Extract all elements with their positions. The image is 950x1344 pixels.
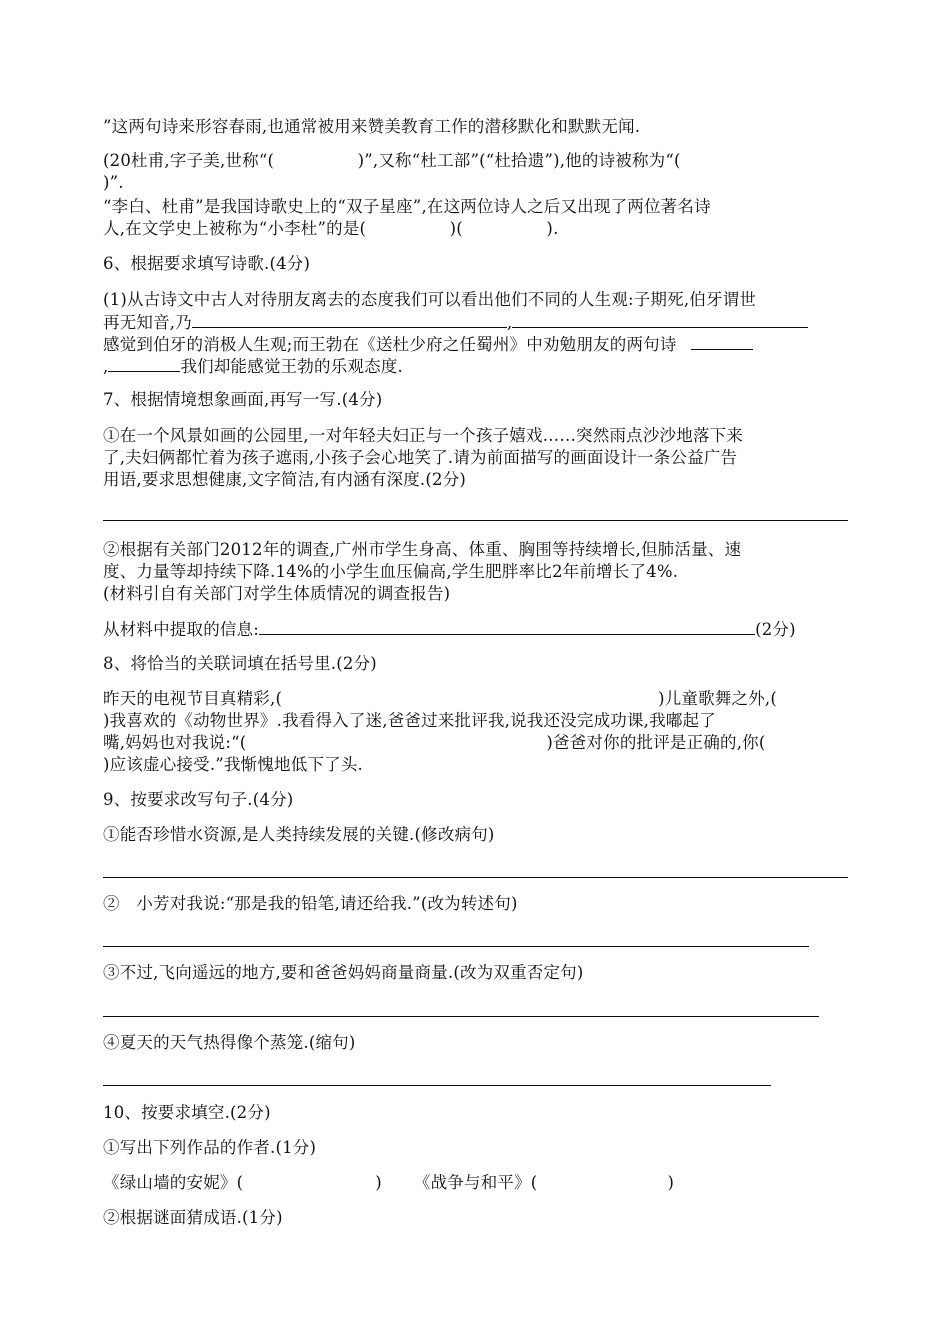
question-9-heading: 9、按要求改写句子.(4分) bbox=[103, 790, 294, 809]
text-line: (材料引自有关部门对学生体质情况的调查报告) bbox=[103, 584, 451, 603]
answer-blank[interactable] bbox=[259, 618, 755, 635]
answer-blank[interactable] bbox=[512, 311, 808, 328]
text-segment: 再无知音,乃 bbox=[103, 313, 192, 332]
text-segment: (2分) bbox=[755, 620, 796, 639]
text-line: “李白、杜甫”是我国诗歌史上的“双子星座”,在这两位诗人之后又出现了两位著名诗 bbox=[103, 197, 711, 216]
text-line bbox=[103, 355, 848, 378]
text-line: 用语,要求思想健康,文字简洁,有内涵有深度.(2分) bbox=[103, 470, 467, 489]
question-6-heading: 6、根据要求填写诗歌.(4分) bbox=[103, 254, 311, 273]
text-segment: )儿童歌舞之外,( bbox=[658, 689, 778, 708]
answer-blank[interactable] bbox=[192, 311, 507, 328]
text-line: ①写出下列作品的作者.(1分) bbox=[103, 1138, 317, 1157]
text-segment: 感觉到伯牙的消极人生观;而王勃在《送杜少府之任蜀州》中劝勉朋友的两句诗 bbox=[103, 335, 677, 354]
rewrite-sentence-2: ② 小芳对我说:“那是我的铅笔,请还给我.”(改为转述句) bbox=[103, 894, 518, 913]
question-8-heading: 8、将恰当的关联词填在括号里.(2分) bbox=[103, 654, 377, 673]
text-segment: 从材料中提取的信息: bbox=[103, 620, 260, 639]
text-segment: ) bbox=[375, 1173, 382, 1192]
text-line: ”这两句诗来形容春雨,也通常被用来赞美教育工作的潜移默化和默默无闻. bbox=[103, 117, 641, 136]
text-line: 度、力量等却持续下降.14%的小学生血压偏高,学生肥胖率比2年前增长了4%. bbox=[103, 562, 679, 581]
text-segment: , bbox=[506, 313, 513, 332]
text-segment: 昨天的电视节目真精彩,( bbox=[103, 689, 283, 708]
text-line bbox=[103, 1172, 848, 1194]
text-segment: 《战争与和平》( bbox=[413, 1173, 538, 1192]
text-line: 了,夫妇俩都忙着为孩子遮雨,小孩子会心地笑了.请为前面描写的画面设计一条公益广告 bbox=[103, 448, 738, 467]
rewrite-sentence-1: ①能否珍惜水资源,是人类持续发展的关键.(修改病句) bbox=[103, 825, 495, 844]
text-line: (20杜甫,字子美,世称“( )”,又称“杜工部”(“杜拾遗”),他的诗被称为“( bbox=[103, 151, 681, 170]
text-segment: 嘴,妈妈也对我说:“( bbox=[103, 733, 247, 752]
text-line: ②根据有关部门2012年的调查,广州市学生身高、体重、胸围等持续增长,但肺活量、速 bbox=[103, 540, 742, 559]
rewrite-sentence-4: ④夏天的天气热得像个蒸笼.(缩句) bbox=[103, 1033, 356, 1052]
text-segment: 《绿山墙的安妮》( bbox=[103, 1173, 244, 1192]
rewrite-sentence-3: ③不过,飞向遥远的地方,要和爸爸妈妈商量商量.(改为双重否定句) bbox=[103, 963, 584, 982]
text-segment: )爸爸对你的批评是正确的,你( bbox=[546, 733, 766, 752]
text-line bbox=[103, 311, 848, 334]
text-segment: , bbox=[103, 357, 109, 376]
text-segment: 我们却能感觉王勃的乐观态度. bbox=[180, 357, 403, 376]
text-segment: ) bbox=[667, 1173, 675, 1192]
question-7-heading: 7、根据情境想象画面,再写一写.(4分) bbox=[103, 390, 383, 409]
answer-line[interactable] bbox=[103, 520, 848, 521]
answer-line[interactable] bbox=[103, 877, 848, 878]
answer-line[interactable] bbox=[103, 1085, 771, 1086]
text-line bbox=[103, 618, 848, 641]
text-line: (1)从古诗文中古人对待朋友离去的态度我们可以看出他们不同的人生观:子期死,伯牙谓世 bbox=[103, 290, 757, 309]
answer-line[interactable] bbox=[103, 1016, 819, 1017]
text-line: ①在一个风景如画的公园里,一对年轻夫妇正与一个孩子嬉戏……突然雨点沙沙地落下来 bbox=[103, 426, 744, 445]
question-10-heading: 10、按要求填空.(2分) bbox=[103, 1103, 271, 1122]
text-line bbox=[103, 732, 848, 754]
text-line bbox=[103, 688, 848, 710]
answer-blank[interactable] bbox=[691, 333, 753, 350]
text-line: )我喜欢的《动物世界》.我看得入了迷,爸爸过来批评我,说我还没完成功课,我嘟起了 bbox=[103, 711, 716, 730]
answer-line[interactable] bbox=[103, 946, 809, 947]
answer-blank[interactable] bbox=[108, 355, 180, 372]
text-line: ②根据谜面猜成语.(1分) bbox=[103, 1208, 283, 1227]
text-line: )应该虚心接受.”我惭愧地低下了头. bbox=[103, 755, 363, 774]
text-line: 人,在文学史上被称为“小李杜”的是( )( ). bbox=[103, 219, 559, 238]
text-line: )”. bbox=[103, 173, 124, 192]
text-line bbox=[103, 333, 848, 356]
